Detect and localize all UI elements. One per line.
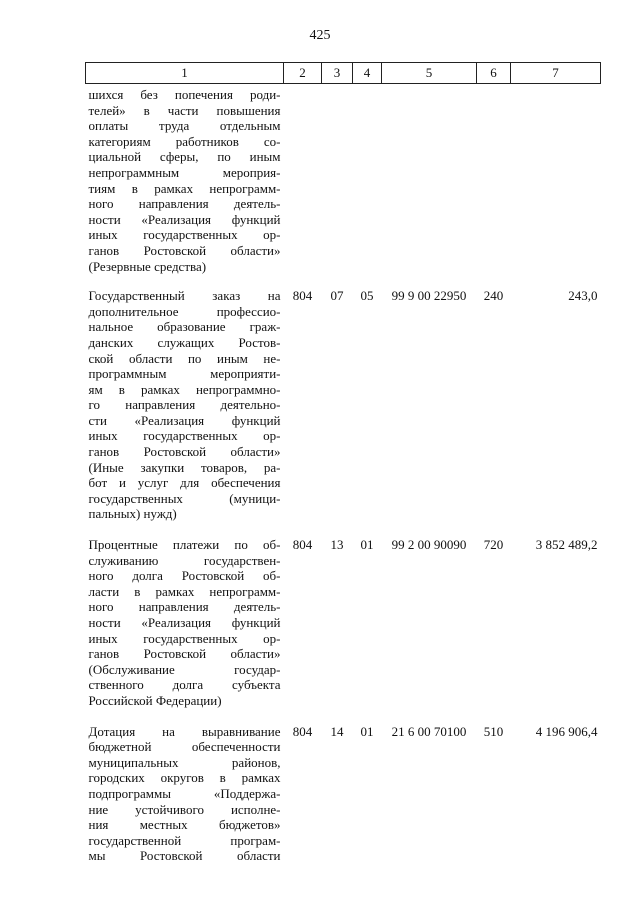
row-description (86, 537, 284, 724)
description-line: категориям работников со- (88, 133, 281, 149)
description-line: (Иные закупки товаров, ра- (88, 459, 281, 475)
description-line: ям в рамках непрограммно- (88, 381, 281, 397)
description-line: служиванию государствен- (88, 552, 281, 568)
description-line: данских служащих Ростов- (88, 334, 281, 350)
subsection-code: 01 (360, 723, 374, 739)
table-row (86, 288, 601, 537)
description-line: программным мероприяти- (88, 366, 281, 382)
table-row (86, 84, 601, 289)
subsection-code (353, 84, 382, 289)
description-line: городских округов в рамках (88, 770, 281, 786)
description-line: ние устойчивого исполне- (88, 801, 281, 817)
description-line: пальных) нужд) (88, 506, 177, 522)
row-description (86, 288, 284, 537)
ministry-code: 804 (292, 723, 313, 739)
description-line: иных государственных ор- (88, 630, 281, 646)
target-article-code (382, 84, 477, 289)
description-line: Государственный заказ на (88, 288, 281, 304)
description-line: Российской Федерации) (88, 692, 222, 708)
amount-value: 4 196 906,4 (535, 723, 598, 739)
description-line: (Обслуживание государ- (88, 661, 281, 677)
description-line: сти «Реализация функций (88, 412, 281, 428)
section-code: 07 (330, 288, 344, 304)
section-code: 14 (330, 723, 344, 739)
description-line: нальное образование граж- (88, 319, 281, 335)
description-line: оплаты труда отдельным (88, 118, 281, 134)
description-line: иных государственных ор- (88, 428, 281, 444)
ministry-code (284, 84, 322, 289)
description-line: подпрограммы «Поддержа- (88, 785, 281, 801)
column-header-5: 5 (382, 63, 477, 84)
description-line: бюджетной обеспеченности (88, 739, 281, 755)
header-row (86, 63, 601, 84)
description-line: ганов Ростовской области» (88, 242, 281, 258)
description-line: (Резервные средства) (88, 258, 207, 274)
column-header-7: 7 (511, 63, 601, 84)
target-article-code: 99 9 00 22950 (391, 288, 467, 304)
description-line: ласти в рамках непрограмм- (88, 583, 281, 599)
description-line: иных государственных ор- (88, 227, 281, 243)
description-line: ного долга Ростовской об- (88, 568, 281, 584)
description-line: Процентные платежи по об- (88, 537, 281, 553)
description-line: тиям в рамках непрограмм- (88, 180, 281, 196)
amount-value: 3 852 489,2 (535, 537, 598, 553)
description-line: ности «Реализация функций (88, 615, 281, 630)
row-description (86, 84, 284, 289)
target-article-code: 21 6 00 70100 (391, 723, 467, 739)
section-code (322, 84, 353, 289)
description-line: шихся без попечения роди- (88, 87, 281, 102)
description-line: дополнительное профессио- (88, 303, 281, 319)
ministry-code: 804 (292, 288, 313, 304)
description-line: государственной програм- (88, 832, 281, 848)
description-line: непрограммным мероприя- (88, 164, 281, 180)
expense-type-code: 240 (483, 288, 504, 304)
description-line: Дотация на выравнивание (88, 723, 281, 739)
budget-table (85, 62, 601, 864)
description-line: телей» в части повышения (88, 102, 281, 118)
description-line: ного направления деятель- (88, 196, 281, 212)
section-code: 13 (330, 537, 344, 553)
column-header-1: 1 (86, 63, 284, 84)
description-line: ской области по иным не- (88, 350, 281, 366)
expense-type-code: 510 (483, 723, 504, 739)
amount-value: 243,0 (568, 288, 598, 304)
column-header-2: 2 (284, 63, 322, 84)
table-row (86, 724, 601, 864)
description-line: мы Ростовской области (88, 848, 281, 864)
ministry-code: 804 (292, 537, 313, 553)
row-description (86, 724, 284, 864)
description-line: ности «Реализация функций (88, 211, 281, 227)
description-line: ганов Ростовской области» (88, 444, 281, 460)
expense-type-code: 720 (483, 537, 504, 553)
description-line: муниципальных районов, (88, 754, 281, 770)
description-line: ния местных бюджетов» (88, 817, 281, 833)
table-row (86, 537, 601, 724)
amount-value (511, 84, 601, 289)
description-line: бот и услуг для обеспечения (88, 475, 281, 491)
description-line: ного направления деятель- (88, 599, 281, 615)
page-number: 425 (309, 28, 331, 43)
column-header-3: 3 (322, 63, 353, 84)
description-line: циальной сферы, по иным (88, 149, 281, 165)
column-header-6: 6 (477, 63, 511, 84)
description-line: ганов Ростовской области» (88, 646, 281, 662)
description-line: го направления деятельно- (88, 397, 281, 413)
expense-type-code (477, 84, 511, 289)
description-line: государственных (муници- (88, 490, 281, 506)
subsection-code: 05 (360, 288, 374, 304)
target-article-code: 99 2 00 90090 (391, 537, 467, 553)
column-header-4: 4 (353, 63, 382, 84)
subsection-code: 01 (360, 537, 374, 553)
description-line: ственного долга субъекта (88, 677, 281, 693)
